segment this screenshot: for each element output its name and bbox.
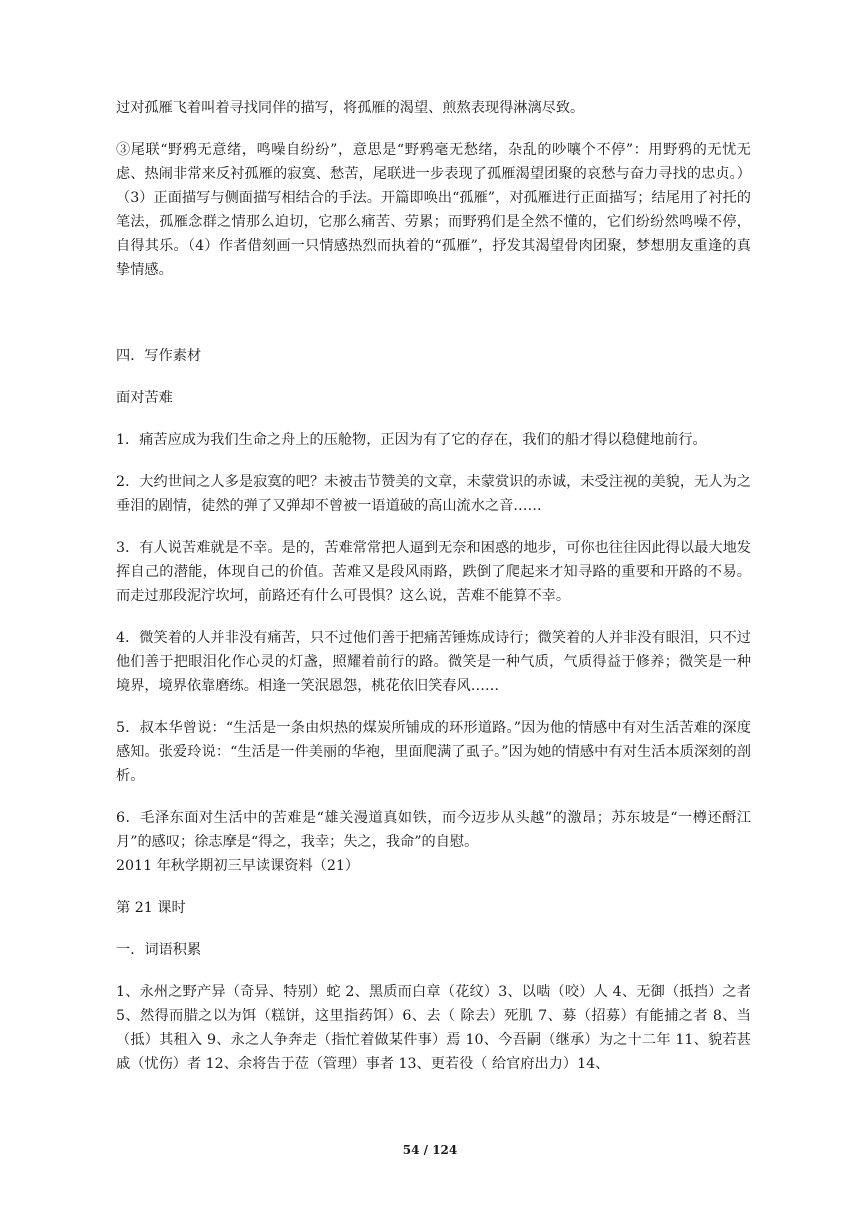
paragraph-analysis: ③尾联“野鸦无意绪，鸣噪自纷纷”，意思是“野鸦毫无愁绪，杂乱的吵嚷个不停”：用野鸦的无忧无虑、热闹非常来反衬孤雁的寂寞、愁苦，尾联进一步表现了孤雁渴望团聚的哀愁与奋力寻找的忠贞。）（3）正面描写与侧面描写相结合的手法。开篇即唤出“孤雁”，对孤雁进行正面描写；结尾用了衬托的笔法，孤雁念群之情那么迫切，它那么痛苦、劳累；而野鸦们是全然不懂的，它们纷纷然鸣噪不停，自得其乐。（4）作者借刻画一只情感热烈而执着的“孤雁”，抒发其渴望骨肉团聚，梦想朋友重逢的真挚情感。 [116,142,751,278]
paragraph-item-1: 1．痛苦应成为我们生命之舟上的压舱物，正因为有了它的存在，我们的船才得以稳健地前行。 [116,432,707,448]
paragraph-item-6: 6．毛泽东面对生活中的苦难是“雄关漫道真如铁，而今迈步从头越”的激昂；苏东坡是“一樽还酹江月”的感叹；徐志摩是“得之，我幸；失之，我命”的自慰。 [116,810,751,850]
section-heading-writing-material: 四．写作素材 [116,348,202,364]
subheading-facing-hardship: 面对苦难 [116,390,173,406]
lesson-heading: 第 21 课时 [116,900,186,916]
material-title: 2011 年秋学期初三早读课资料（21） [116,858,360,874]
paragraph-item-4: 4．微笑着的人并非没有痛苦，只不过他们善于把痛苦锤炼成诗行；微笑着的人并非没有眼泪，只不过他们善于把眼泪化作心灵的灯盏，照耀着前行的路。微笑是一种气质，气质得益于修养；微笑是一种境界，境界依靠磨练。相逢一笑泯恩怨，桃花依旧笑春风…… [116,630,751,694]
page-number: 54 / 124 [402,1143,458,1157]
paragraph-item-5: 5．叔本华曾说：“生活是一条由炽热的煤炭所铺成的环形道路。”因为他的情感中有对生活苦难的深度感知。张爱玲说：“生活是一件美丽的华袍，里面爬满了虱子。”因为她的情感中有对生活本质深刻的剖析。 [116,720,751,784]
paragraph-intro: 过对孤雁飞着叫着寻找同伴的描写，将孤雁的渴望、煎熬表现得淋漓尽致。 [116,100,585,116]
document-page [116,96,751,1076]
paragraph-item-3: 3．有人说苦难就是不幸。是的，苦难常常把人逼到无奈和困惑的地步，可你也往往因此得以最大地发挥自己的潜能，体现自己的价值。苦难又是段风雨路，跌倒了爬起来才知寻路的重要和开路的不易。而走过那段泥泞坎坷，前路还有什么可畏惧？这么说，苦难不能算不幸。 [116,540,751,604]
paragraph-item-2: 2．大约世间之人多是寂寞的吧？未被击节赞美的文章，未蒙赏识的赤诚，未受注视的美貌，无人为之垂泪的剧情，徒然的弹了又弹却不曾被一语道破的高山流水之音…… [116,474,751,514]
paragraph-vocabulary-list: 1、永州之野产异（奇异、特别）蛇 2、黑质而白章（花纹）3、以啮（咬）人 4、无御（抵挡）之者 5、然得而腊之以为饵（糕饼，这里指药饵）6、去（ 除去）死肌 7、募（招募）有能捕之者 8、当（抵）其租入 9、永之人争奔走（指忙着做某件事）焉 10、今吾嗣（继承）为之十二年 11、貌若甚戚（忧伤）者 12、余将告于莅（管理）事者 13、更若役（ 给官府出力）14、 [116,984,751,1072]
section-heading-vocabulary: 一．词语积累 [116,942,202,958]
